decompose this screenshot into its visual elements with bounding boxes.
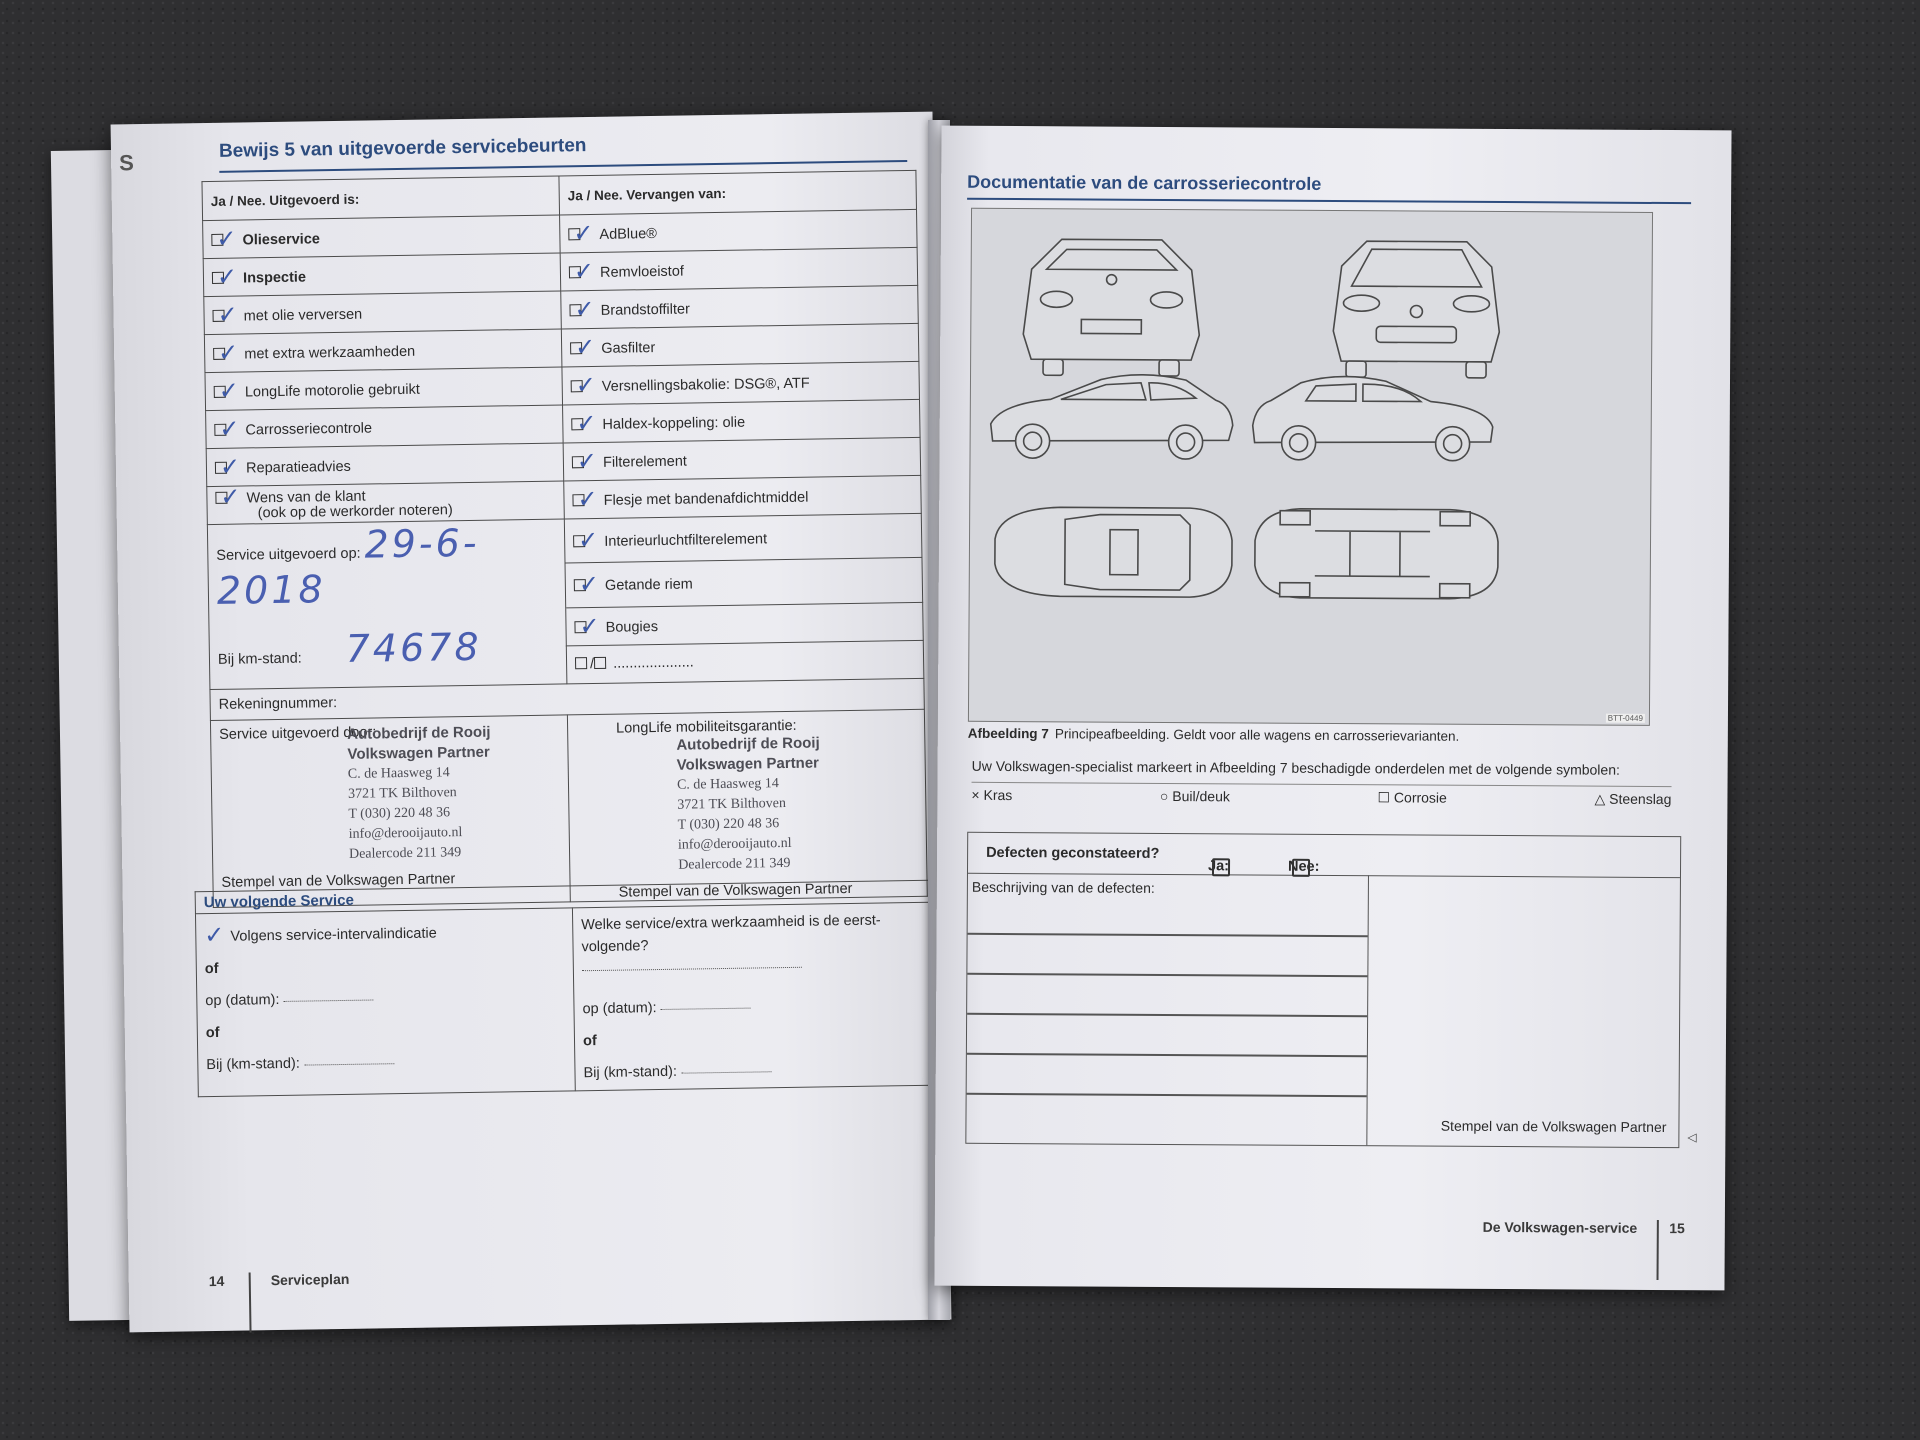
- car-side-view-right: [1253, 376, 1494, 461]
- check-mark-icon: ✓: [576, 447, 598, 476]
- next-service-left: ✓ Volgens service-intervalindicatie of op (datum): of Bij (km-stand):: [195, 908, 575, 1097]
- check-mark-icon: ✓: [217, 301, 238, 329]
- description-line: [967, 1013, 1367, 1017]
- car-bottom-view: [1255, 509, 1499, 599]
- description-line: [967, 973, 1367, 977]
- row-remvloeistof: ✓ Remvloeistof: [560, 247, 918, 291]
- account-row: Rekeningnummer:: [210, 678, 924, 720]
- performed-by-cell: Service uitgevoerd door: Autobedrijf de Rooij Volkswagen Partner C. de Haasweg 14 3721 TK Bilthoven T (030) 220 48 36 info@derooijauto.nl Dealercode 211 349 Stempel van de Volkswagen Partner: [210, 714, 570, 907]
- check-mark-icon: ✓: [577, 527, 599, 555]
- symbol-steenslag: △ Steenslag: [1594, 790, 1672, 808]
- longlife-cell: LongLife mobiliteitsgarantie: Autobedrijf de Rooij Volkswagen Partner C. de Haasweg 14 3721 TK Bilthoven T (030) 220 48 36 info@derooijauto.nl Dealercode 211 349 Stempel van de Volkswagen Partner: [567, 709, 927, 902]
- car-rear-view: [1023, 239, 1200, 376]
- left-footer: 14 Serviceplan: [209, 1271, 351, 1333]
- description-label: Beschrijving van de defecten:: [971, 878, 1155, 896]
- date-field-2[interactable]: [661, 996, 751, 1010]
- km-cell: Bij km-stand: 74678: [209, 607, 567, 689]
- description-line: [967, 1093, 1367, 1097]
- row-wens-klant: ✓ Wens van de klant (ook op de werkorder noteren): [207, 481, 565, 525]
- symbols-legend: [971, 782, 1671, 808]
- row-filterelement: ✓ Filterelement: [563, 437, 921, 481]
- service-table: [201, 170, 927, 908]
- car-outlines: [969, 209, 1652, 725]
- symbol-kras: × Kras: [971, 786, 1013, 804]
- defects-header: Defecten geconstateerd? Ja: Nee:: [968, 833, 1680, 878]
- row-versnellingsbakolie: ✓ Versnellingsbakolie: DSG®, ATF: [562, 361, 920, 405]
- right-page-title: Documentatie van de carrosseriecontrole: [967, 171, 1322, 194]
- check-mark-icon: ✓: [575, 371, 597, 400]
- row-extra-werkzaamheden: ✓ met extra werkzaamheden: [204, 329, 562, 373]
- row-bougies: ✓ Bougies: [566, 602, 924, 646]
- row-reparatieadvies: ✓ Reparatieadvies: [206, 443, 564, 487]
- row-olieservice: ✓ Olieservice: [203, 215, 561, 259]
- check-mark-icon: ✓: [216, 225, 237, 253]
- edge-glyph: S: [118, 150, 135, 176]
- description-column: [966, 873, 1369, 1145]
- row-longlife-olie: ✓ LongLife motorolie gebruikt: [205, 367, 563, 411]
- figure-code: BTT-0449: [1607, 713, 1643, 723]
- row-bandenafdichtmiddel: ✓ Flesje met bandenafdichtmiddel: [564, 475, 922, 519]
- defects-box: [965, 832, 1681, 1148]
- dealer-stamp-2: Autobedrijf de Rooij Volkswagen Partner C. de Haasweg 14 3721 TK Bilthoven T (030) 220 48 36 info@derooijauto.nl Dealercode 211 349: [676, 733, 820, 873]
- row-interieurluchtfilter: ✓ Interieurluchtfilterelement: [564, 513, 922, 563]
- check-mark-icon: ✓: [573, 219, 594, 248]
- symbol-buil-deuk: ○ Buil/deuk: [1159, 787, 1230, 805]
- check-mark-icon: ✓: [204, 921, 225, 950]
- row-brandstoffilter: ✓ Brandstoffilter: [561, 285, 919, 329]
- title-rule: [967, 198, 1691, 204]
- checkbox[interactable]: [575, 657, 587, 669]
- check-mark-icon: ✓: [574, 333, 596, 362]
- col1-header: Ja / Nee. Uitgevoerd is:: [202, 176, 560, 221]
- check-mark-icon: ✓: [217, 339, 239, 367]
- car-front-view: [1333, 241, 1500, 378]
- date-field[interactable]: [283, 988, 373, 1002]
- figure-caption: Afbeelding 7 Principeafbeelding. Geldt voor alle wagens en carrosserievarianten.: [967, 725, 1460, 744]
- right-page: [934, 126, 1731, 1291]
- dealer-stamp: Autobedrijf de Rooij Volkswagen Partner C. de Haasweg 14 3721 TK Bilthoven T (030) 220 48 36 info@derooijauto.nl Dealercode 211 349: [347, 723, 491, 862]
- footer-divider: [1657, 1220, 1659, 1280]
- question-field[interactable]: [582, 955, 802, 971]
- check-mark-icon: ✓: [220, 483, 241, 511]
- symbols-intro: Uw Volkswagen-specialist markeert in Afbeelding 7 beschadigde onderdelen met de volgende symbolen:: [971, 757, 1620, 778]
- check-mark-icon: ✓: [219, 415, 240, 443]
- next-service-right: Welke service/extra werkzaamheid is de eerst-volgende? op (datum): of Bij (km-stand):: [572, 902, 932, 1091]
- row-haldex: ✓ Haldex-koppeling: olie: [563, 399, 921, 443]
- check-mark-icon: ✓: [578, 571, 600, 599]
- km-field[interactable]: [304, 1051, 394, 1065]
- handwritten-km: 74678: [345, 624, 482, 671]
- next-service-title: Uw volgende Service: [195, 880, 929, 914]
- footer-divider: [249, 1272, 252, 1332]
- description-line: [968, 933, 1368, 937]
- check-mark-icon: ✓: [579, 612, 600, 640]
- next-service-table: [195, 880, 933, 1098]
- km-field-2[interactable]: [681, 1059, 771, 1073]
- left-page: [111, 112, 952, 1333]
- row-gasfilter: ✓ Gasfilter: [561, 323, 919, 367]
- car-side-view-left: [991, 374, 1234, 459]
- row-olie-verversen: ✓ met olie verversen: [204, 291, 562, 335]
- col2-header: Ja / Nee. Vervangen van:: [559, 170, 917, 215]
- check-mark-icon: ✓: [219, 453, 241, 481]
- check-mark-icon: ✓: [577, 485, 598, 514]
- checkbox[interactable]: [594, 657, 606, 669]
- description-line: [967, 1053, 1367, 1057]
- row-blank: / ....................: [566, 640, 924, 684]
- row-adblue: ✓ AdBlue®: [560, 209, 918, 253]
- row-inspectie: ✓ Inspectie: [203, 253, 561, 297]
- check-mark-icon: ✓: [574, 295, 595, 324]
- symbol-corrosie: ☐ Corrosie: [1377, 789, 1447, 806]
- triangle-marker-icon: ◁: [1687, 1130, 1697, 1145]
- left-page-title: Bewijs 5 van uitgevoerde servicebeurten: [218, 135, 587, 162]
- car-top-view: [995, 507, 1233, 597]
- row-getande-riem: ✓ Getande riem: [565, 558, 923, 608]
- check-mark-icon: ✓: [218, 377, 240, 405]
- row-carrosseriecontrole: ✓ Carrosseriecontrole: [206, 405, 564, 449]
- car-diagram-figure: [968, 208, 1653, 726]
- service-date-cell: Service uitgevoerd op: 29-6-2018: [207, 519, 565, 613]
- stamp-label: Stempel van de Volkswagen Partner: [1440, 1117, 1667, 1136]
- check-mark-icon: ✓: [216, 263, 238, 291]
- check-mark-icon: ✓: [576, 409, 597, 438]
- handwritten-date: 29-6-2018: [216, 520, 480, 613]
- check-mark-icon: ✓: [573, 257, 595, 286]
- right-footer: De Volkswagen-service 15: [1482, 1219, 1685, 1280]
